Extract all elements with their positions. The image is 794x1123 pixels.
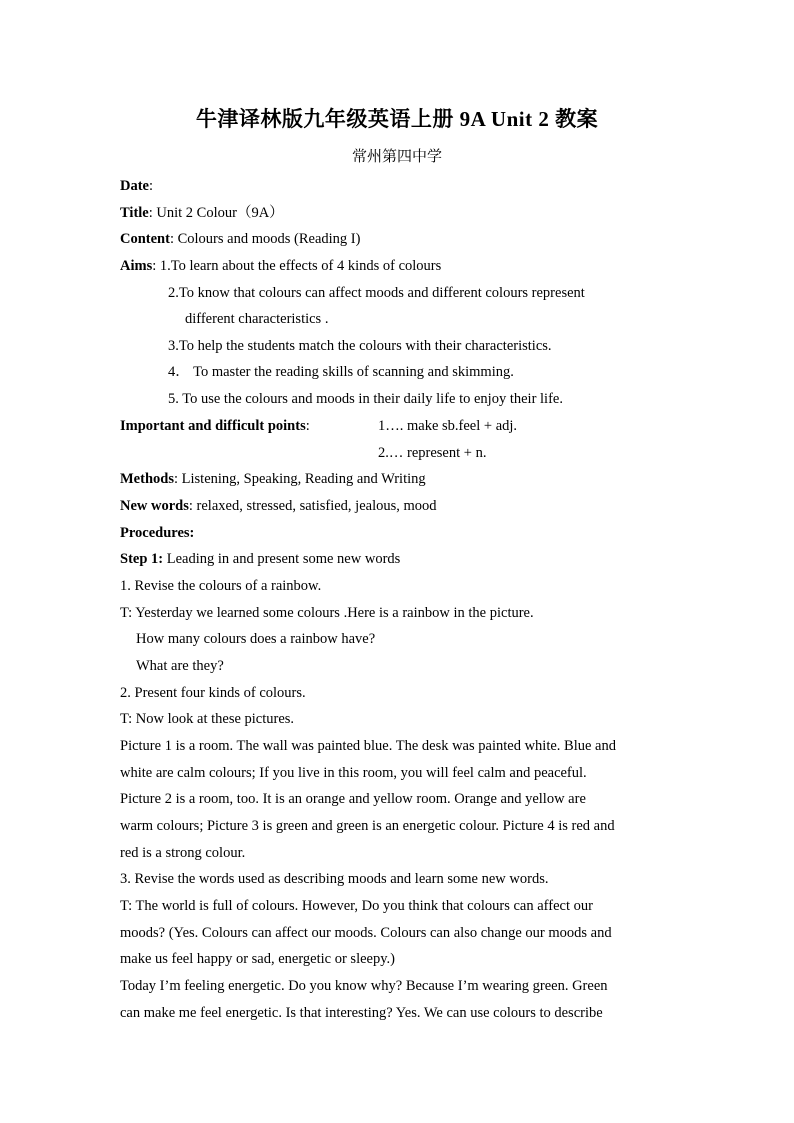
body-line: What are they? (136, 658, 224, 674)
body-line: make us feel happy or sad, energetic or sleepy.) (120, 951, 395, 967)
body-line: warm colours; Picture 3 is green and green is an energetic colour. Picture 4 is red and (120, 818, 615, 834)
aims-label: Aims (120, 258, 153, 274)
title-line (120, 204, 284, 222)
date-value: : (149, 178, 154, 194)
points-line (120, 417, 310, 435)
new-words-line (120, 497, 437, 515)
body-line: 3. Revise the words used as describing moods and learn some new words. (120, 871, 549, 887)
aim-item: : 1.To learn about the effects of 4 kinds of colours (152, 258, 442, 274)
methods-label: Methods (120, 471, 174, 487)
body-line: 1. Revise the colours of a rainbow. (120, 578, 322, 594)
body-line: T: The world is full of colours. However, Do you think that colours can affect our (120, 898, 593, 914)
methods-line (120, 470, 426, 488)
date-label: Date (120, 178, 149, 194)
content-value: : Colours and moods (Reading I) (169, 231, 361, 247)
content-line (120, 230, 360, 248)
aim-item: different characteristics . (185, 311, 329, 327)
document-title: 牛津译林版九年级英语上册 9A Unit 2 教案 (195, 107, 599, 131)
point-item: 1…. make sb.feel + adj. (378, 418, 518, 434)
aim-item: 2.To know that colours can affect moods and different colours represent (168, 285, 585, 301)
body-line: white are calm colours; If you live in this room, you will feel calm and peaceful. (120, 765, 587, 781)
body-line: Today I’m feeling energetic. Do you know why? Because I’m wearing green. Green (120, 978, 608, 994)
points-label: Important and difficult points (120, 418, 306, 434)
body-line: How many colours does a rainbow have? (136, 631, 376, 647)
school-name: 常州第四中学 (351, 149, 442, 165)
aims-line (120, 257, 441, 275)
body-line: Picture 2 is a room, too. It is an orange and yellow room. Orange and yellow are (120, 791, 586, 807)
body-line: red is a strong colour. (120, 845, 246, 861)
new-words-value: : relaxed, stressed, satisfied, jealous, mood (188, 498, 437, 514)
body-line: Picture 1 is a room. The wall was painted blue. The desk was painted white. Blue and (120, 738, 616, 754)
content-label: Content (120, 231, 170, 247)
aim-item: 3.To help the students match the colours with their characteristics. (168, 338, 552, 354)
step1-line (120, 550, 400, 568)
procedures-heading: Procedures: (120, 525, 195, 541)
body-line: T: Now look at these pictures. (120, 711, 295, 727)
aim-item: 5. To use the colours and moods in their daily life to enjoy their life. (168, 391, 563, 407)
body-line: can make me feel energetic. Is that interesting? Yes. We can use colours to describe (120, 1005, 603, 1021)
step1-text: Leading in and present some new words (163, 551, 401, 567)
title-value: : Unit 2 Colour（9A） (148, 205, 284, 221)
body-line: moods? (Yes. Colours can affect our moods. Colours can also change our moods and (120, 925, 612, 941)
point-item: 2.… represent + n. (378, 445, 487, 461)
step1-label: Step 1: (120, 551, 164, 567)
methods-value: : Listening, Speaking, Reading and Writing (173, 471, 426, 487)
body-line: T: Yesterday we learned some colours .Here is a rainbow in the picture. (120, 605, 534, 621)
body-line: 2. Present four kinds of colours. (120, 685, 306, 701)
points-colon: : (305, 418, 310, 434)
title-label: Title (120, 205, 149, 221)
aim-item: 4． To master the reading skills of scanning and skimming. (168, 364, 514, 380)
new-words-label: New words (120, 498, 189, 514)
date-line (120, 177, 153, 195)
